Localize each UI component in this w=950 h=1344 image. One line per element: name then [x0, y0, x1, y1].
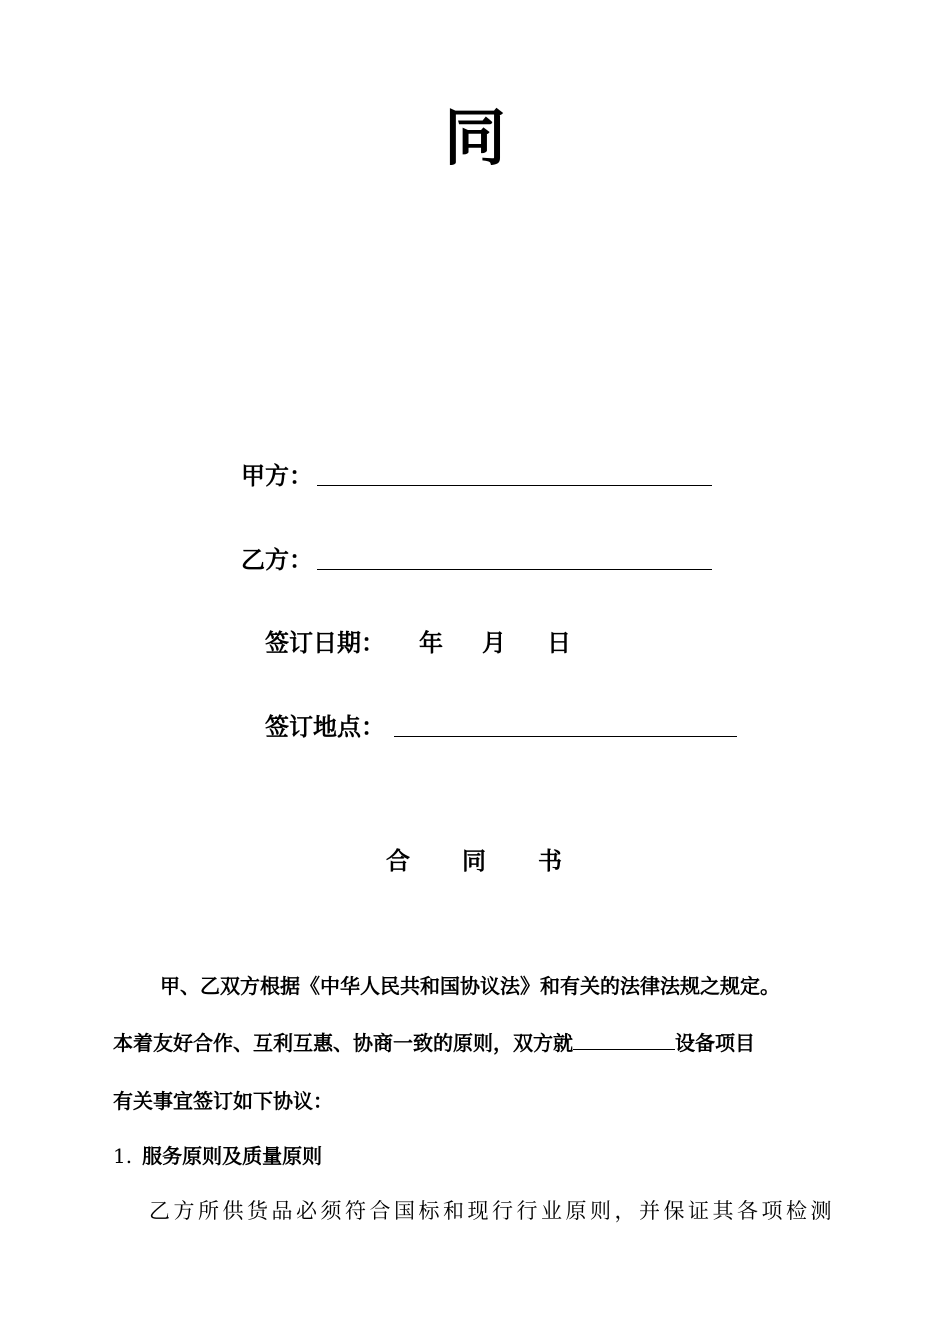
party-a-label: 甲方： — [241, 461, 313, 490]
section-1-body: 乙方所供货品必须符合国标和现行行业原则，并保证其各项检测 — [149, 1199, 835, 1223]
intro-line-3: 有关事宜签订如下协议： — [113, 1089, 333, 1113]
heading-char-1: 合 — [386, 846, 410, 875]
section-1-heading — [113, 1142, 322, 1170]
heading-char-2: 同 — [462, 846, 486, 875]
party-a-blank[interactable] — [317, 485, 712, 486]
sign-place-blank[interactable] — [394, 736, 737, 737]
intro-line-2 — [113, 1029, 755, 1057]
intro-line-2-suffix: 设备项目 — [675, 1031, 755, 1055]
party-b-label: 乙方： — [241, 545, 313, 574]
document-heading — [386, 845, 562, 877]
party-b-blank[interactable] — [317, 569, 712, 570]
date-day: 日 — [547, 628, 571, 657]
sign-place-label: 签订地点： — [265, 712, 385, 741]
section-1-title: 服务原则及质量原则 — [142, 1144, 323, 1168]
intro-line-2-text: 本着友好合作、互利互惠、协商一致的原则，双方就 — [113, 1031, 573, 1055]
project-name-blank[interactable] — [573, 1029, 675, 1050]
date-year: 年 — [419, 628, 443, 657]
date-month: 月 — [482, 628, 506, 657]
cover-title: 同 — [443, 101, 506, 174]
sign-date-label: 签订日期： — [265, 628, 385, 657]
intro-line-1: 甲、乙双方根据《中华人民共和国协议法》和有关的法律法规之规定。 — [160, 974, 780, 998]
heading-char-3: 书 — [538, 846, 562, 875]
section-1-number: 1. — [113, 1144, 133, 1168]
